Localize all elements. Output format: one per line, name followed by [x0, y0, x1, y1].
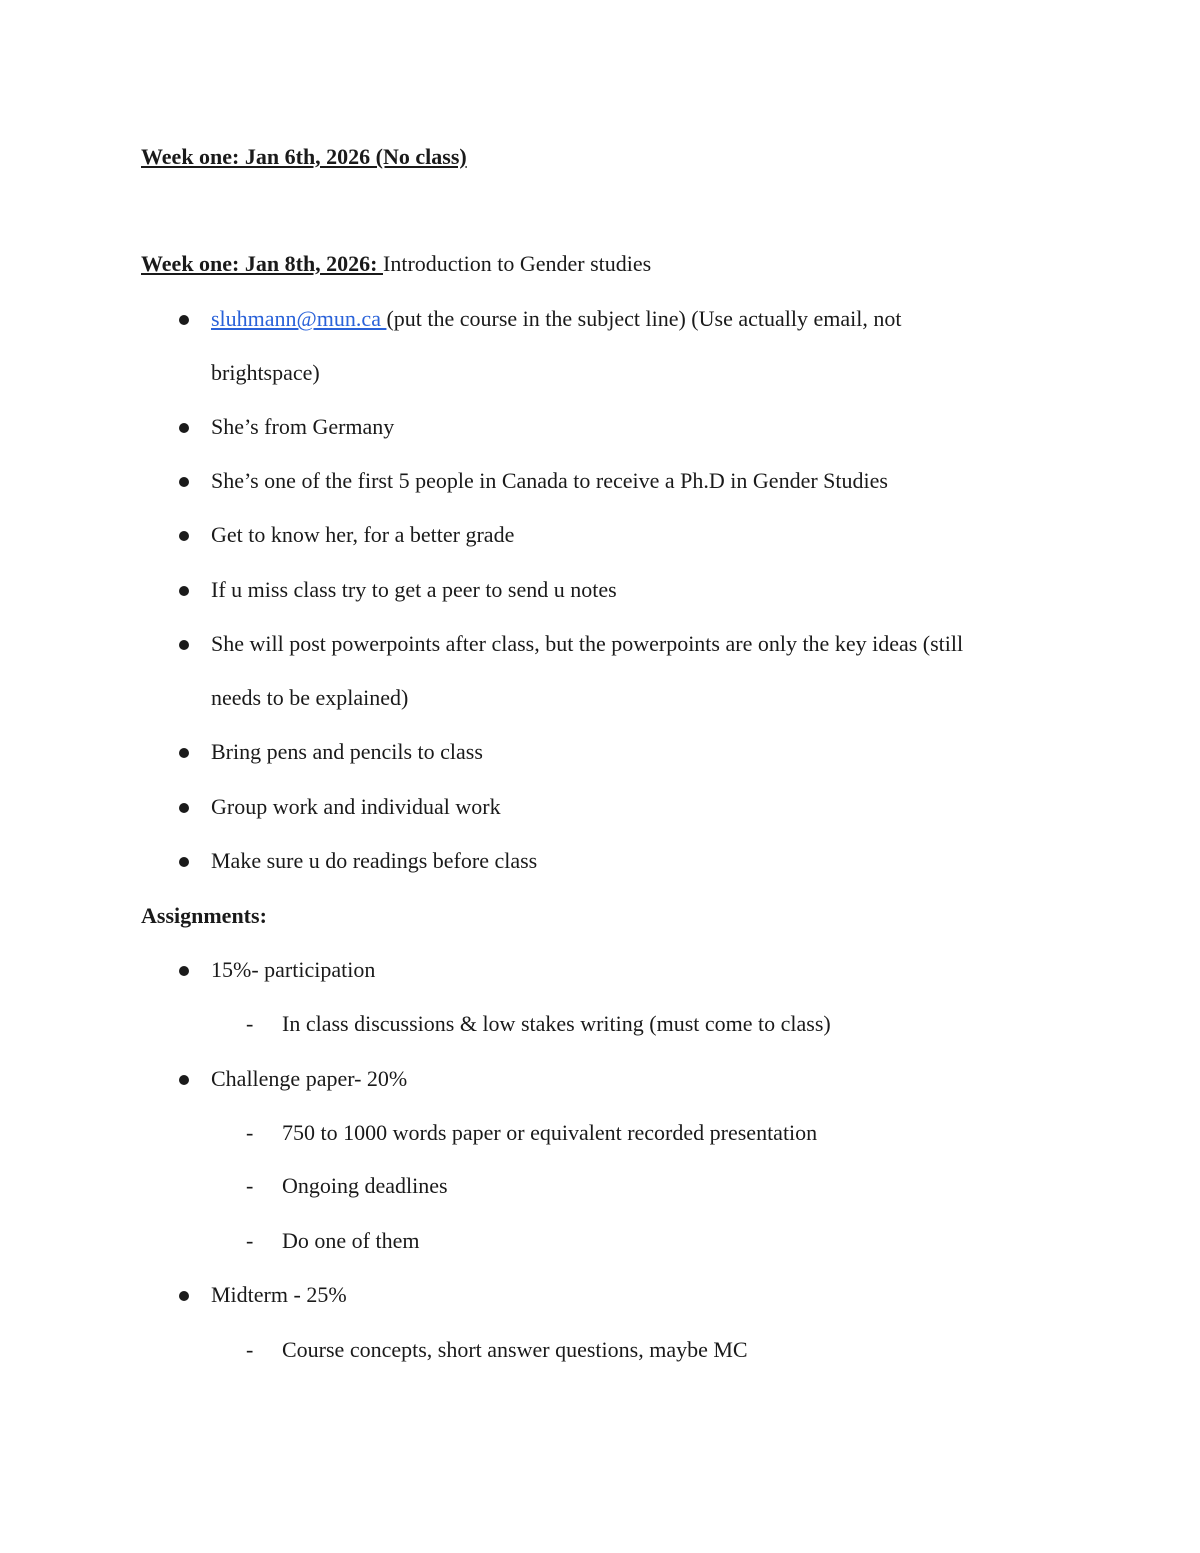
list-item-email — [211, 306, 901, 332]
bullet-icon — [179, 423, 189, 433]
list-item-powerpoints: She will post powerpoints after class, but the powerpoints are only the key ideas (still — [211, 631, 964, 656]
week-one-intro-subtitle: Introduction to Gender studies — [383, 251, 652, 276]
assignment-detail: Do one of them — [282, 1228, 420, 1253]
list-item: Get to know her, for a better grade — [211, 522, 515, 547]
email-link[interactable]: sluhmann@mun.ca — [211, 306, 387, 331]
bullet-icon — [179, 1075, 189, 1085]
bullet-icon — [179, 857, 189, 867]
bullet-icon — [179, 803, 189, 813]
assignment-detail: 750 to 1000 words paper or equivalent recorded presentation — [282, 1120, 818, 1145]
bullet-icon — [179, 531, 189, 541]
dash-bullet: - — [246, 1120, 254, 1145]
assignment-item: Challenge paper- 20% — [211, 1066, 408, 1091]
dash-bullet: - — [246, 1337, 254, 1362]
list-item: Bring pens and pencils to class — [211, 739, 483, 764]
bullet-icon — [179, 315, 189, 325]
assignment-item: 15%- participation — [211, 957, 376, 982]
list-item: Group work and individual work — [211, 794, 501, 819]
bullet-icon — [179, 748, 189, 758]
powerpoints-continued: needs to be explained) — [211, 685, 409, 710]
assignments-heading: Assignments: — [141, 903, 267, 928]
list-item: If u miss class try to get a peer to send u notes — [211, 577, 617, 602]
assignment-detail: In class discussions & low stakes writing (must come to class) — [282, 1011, 831, 1036]
list-item: She’s one of the first 5 people in Canada to receive a Ph.D in Gender Studies — [211, 468, 888, 493]
email-note: (put the course in the subject line) (Use actually email, not — [386, 306, 902, 331]
list-item: Make sure u do readings before class — [211, 848, 538, 873]
bullet-icon — [179, 640, 189, 650]
assignment-item: Midterm - 25% — [211, 1282, 347, 1307]
bullet-icon — [179, 1291, 189, 1301]
bullet-icon — [179, 966, 189, 976]
dash-bullet: - — [246, 1173, 254, 1198]
dash-bullet: - — [246, 1228, 254, 1253]
bullet-icon — [179, 477, 189, 487]
list-item: She’s from Germany — [211, 414, 395, 439]
email-note-continued: brightspace) — [211, 360, 320, 385]
week-one-intro-heading: Week one: Jan 8th, 2026: — [141, 251, 383, 276]
bullet-icon — [179, 586, 189, 596]
week-one-intro-heading-line — [141, 251, 651, 277]
week-one-no-class-heading: Week one: Jan 6th, 2026 (No class) — [141, 144, 467, 169]
dash-bullet: - — [246, 1011, 254, 1036]
assignment-detail: Course concepts, short answer questions, maybe MC — [282, 1337, 748, 1362]
assignment-detail: Ongoing deadlines — [282, 1173, 448, 1198]
